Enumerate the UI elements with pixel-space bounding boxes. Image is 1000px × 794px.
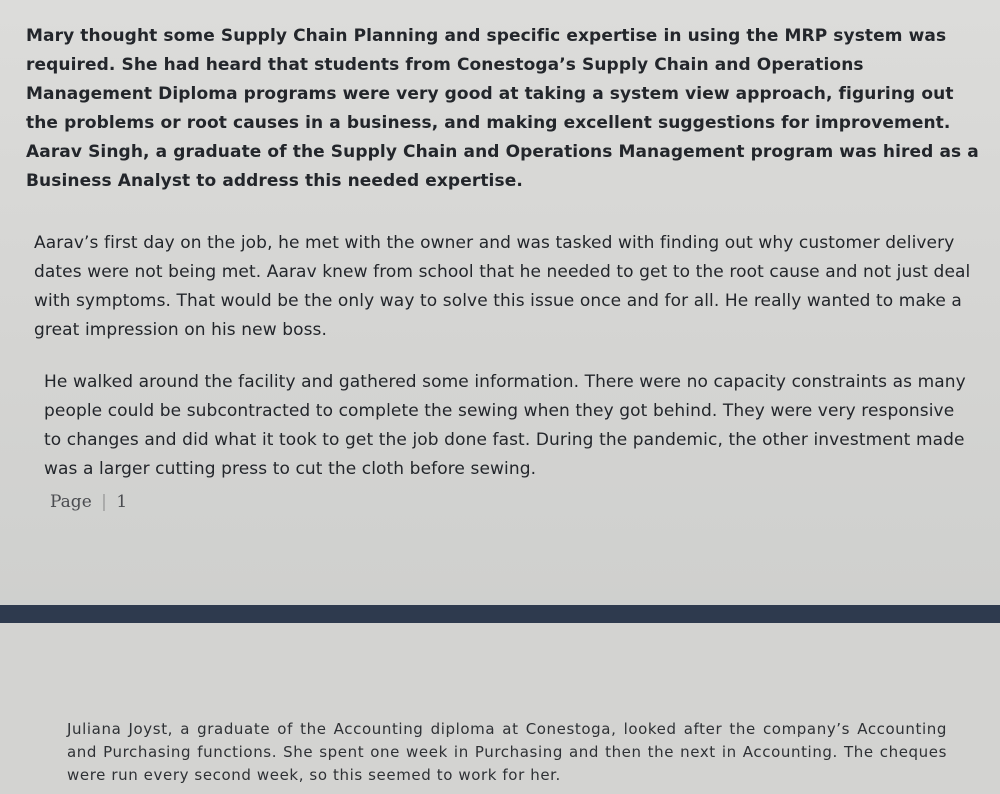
paragraph-mary-mrp: Mary thought some Supply Chain Planning and specific expertise in using the MRP system was required. She had heard that students from Conestoga’s Supply Chain and Operations Management Diploma programs were very good at taking a system view approach, figuring out the problems or root causes in a business, and making excellent suggestions for improvement. Aarav Singh, a graduate of the Supply Chain and Operations Management program was hired as a Business Analyst to address this needed expertise. (26, 26, 979, 191)
page-separator: | (101, 492, 107, 512)
paragraph-aarav-first-day: Aarav’s first day on the job, he met with the owner and was tasked with finding out why customer delivery dates were not being met. Aarav knew from school that he needed to get to the root cause and not just deal with symptoms. That would be the only way to solve this issue once and for all. He really wanted to make a great impression on his new boss. (34, 233, 971, 340)
page-label: Page (50, 492, 92, 512)
page-footer (50, 492, 127, 512)
paragraph-facility-walk: He walked around the facility and gathered some information. There were no capacity constraints as many people could be subcontracted to complete the sewing when they got behind. They were very responsive to changes and did what it took to get the job done fast. During the pandemic, the other investment made was a larger cutting press to cut the cloth before sewing. (44, 372, 966, 479)
paragraph-juliana-accounting: Juliana Joyst, a graduate of the Accounting diploma at Conestoga, looked after the company’s Accounting and Purchasing functions. She spent one week in Purchasing and then the next in Accounting. The cheques were run every second week, so this seemed to work for her. (67, 720, 947, 784)
page-number: 1 (116, 492, 128, 512)
page-break-divider (0, 605, 1000, 623)
